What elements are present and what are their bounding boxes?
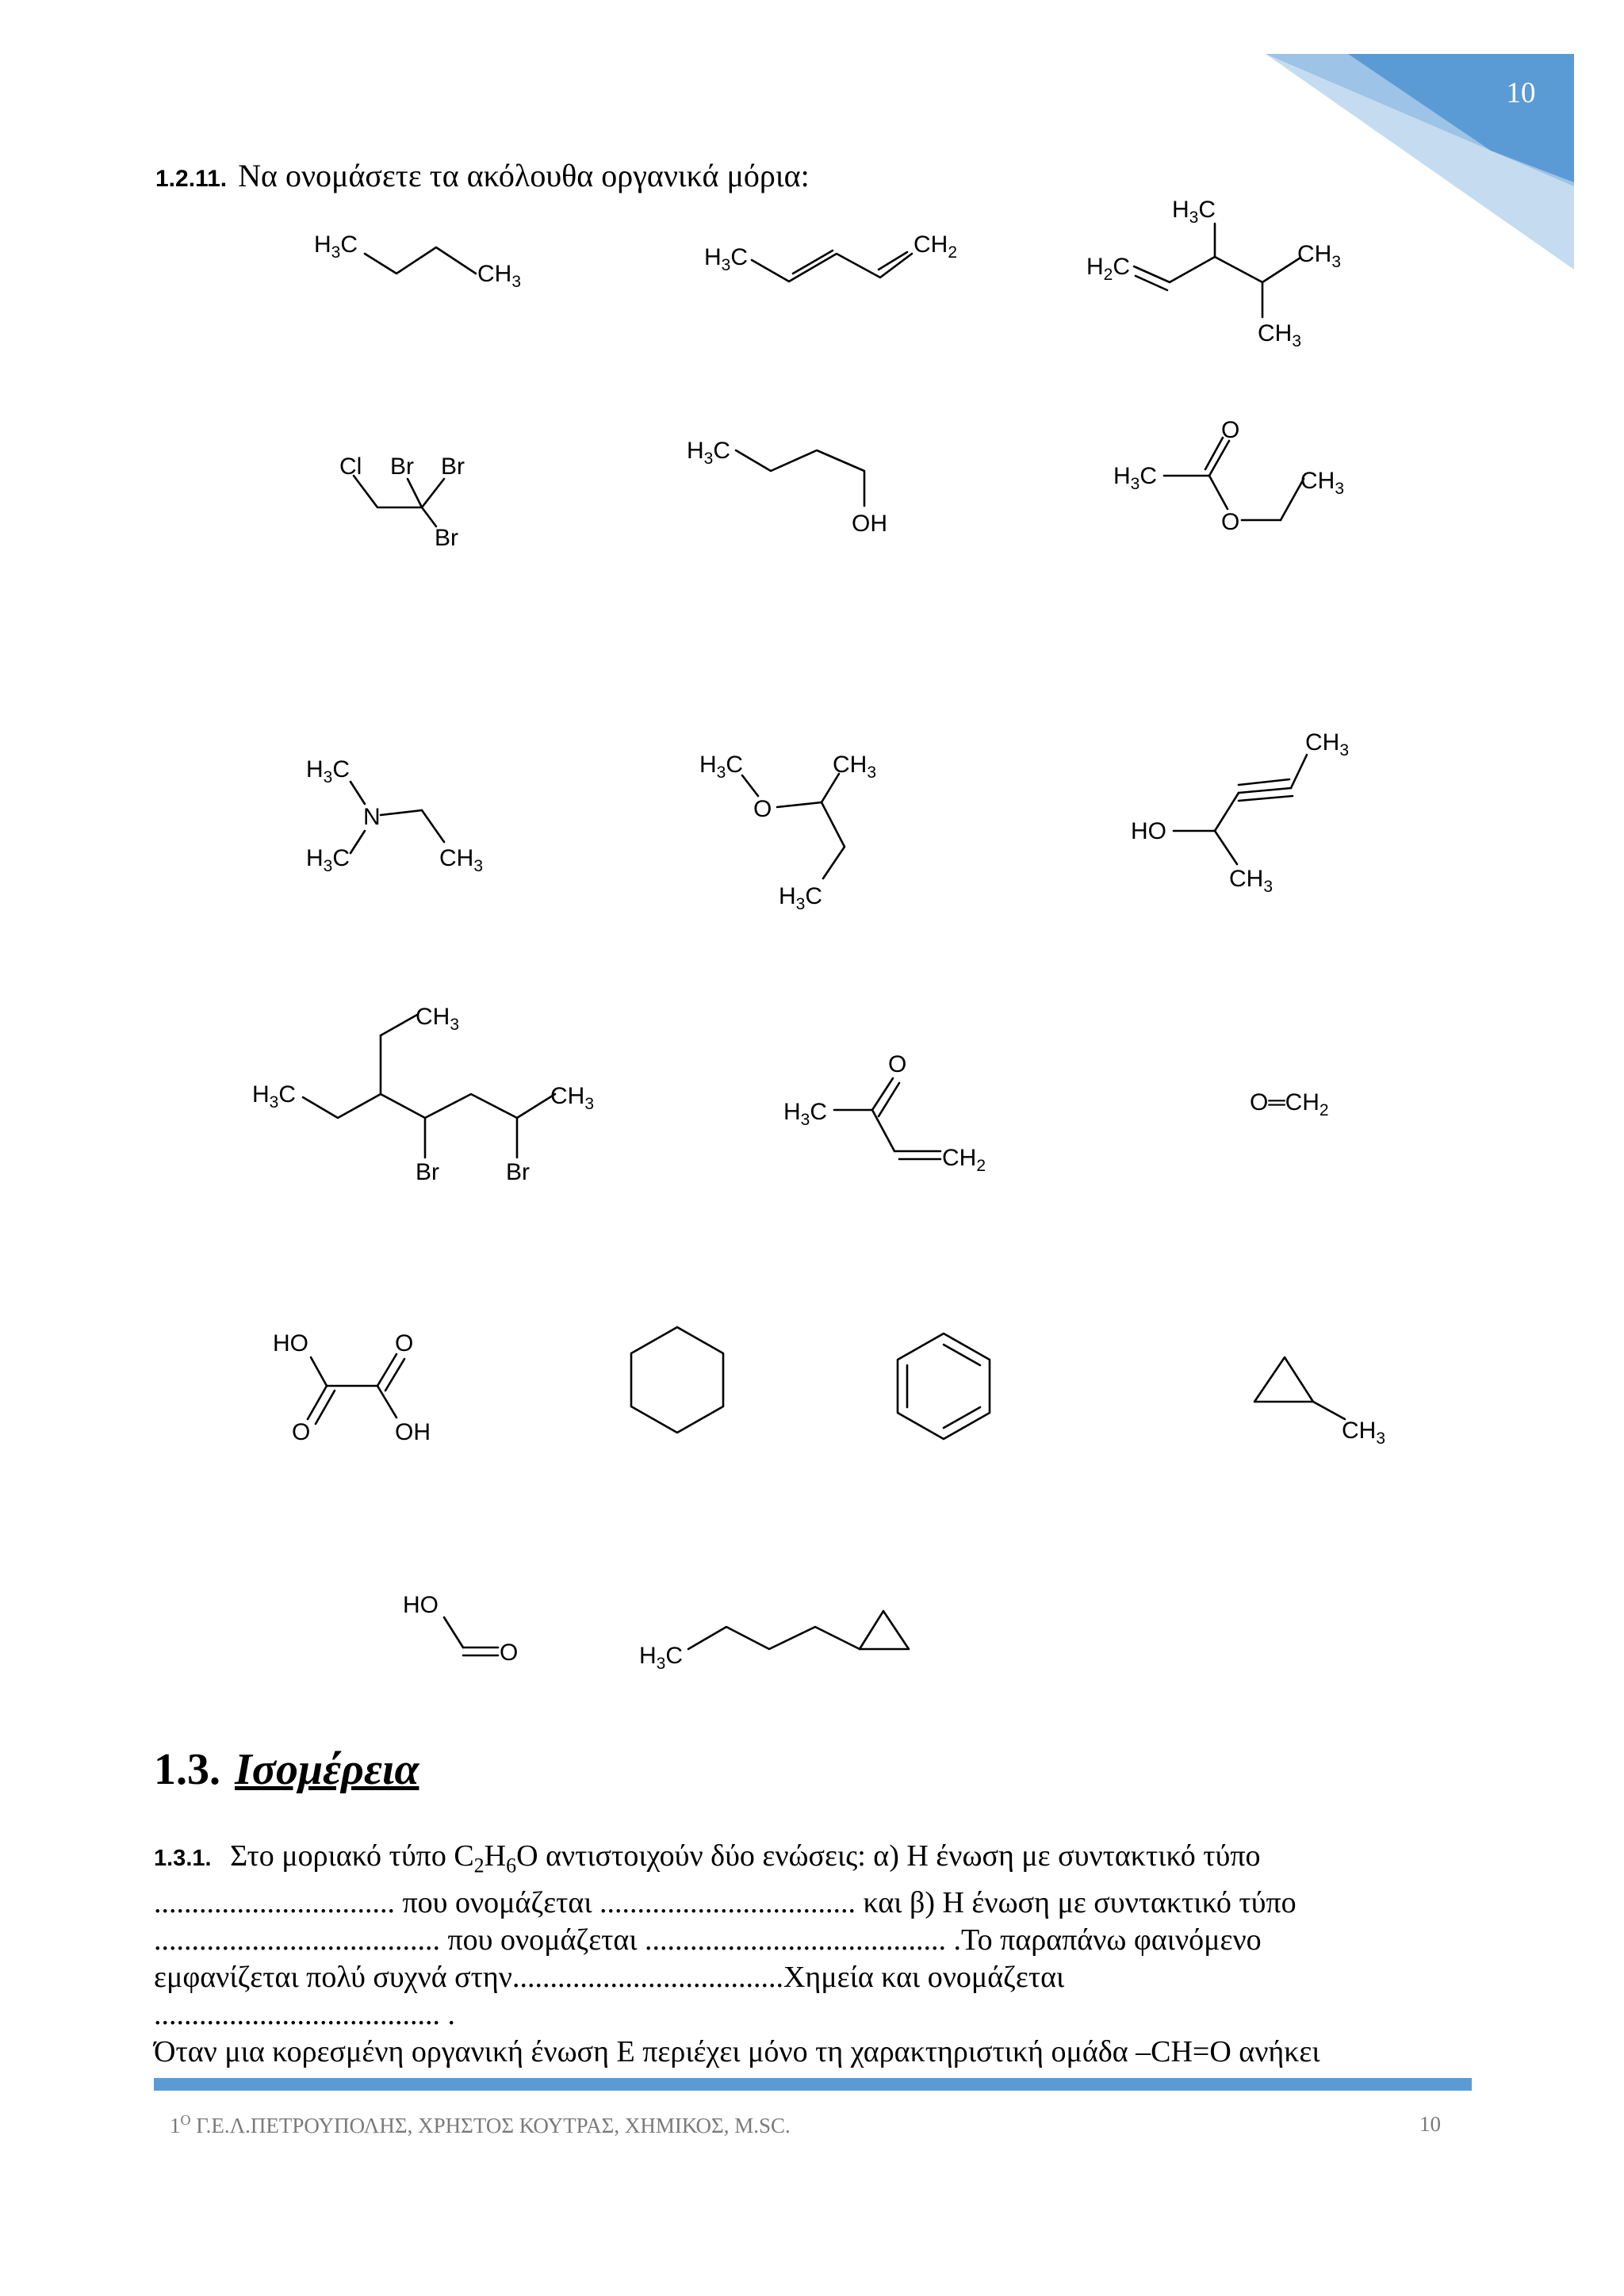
label-h3c: $H_3C$ bbox=[639, 1643, 684, 1673]
footer-page-number: 10 bbox=[1419, 2112, 1441, 2136]
molecule-1-butanol bbox=[687, 438, 887, 537]
label-ch3: $CH_3$ bbox=[833, 752, 877, 782]
label-ch3: $CH_3$ bbox=[1300, 468, 1345, 498]
label-oh: OH bbox=[852, 511, 887, 537]
label-h3c: $H_3C$ bbox=[687, 438, 731, 468]
molecule-butane bbox=[314, 232, 521, 291]
label-ch3: $CH_3$ bbox=[1297, 241, 1342, 271]
label-oh: OH bbox=[395, 1419, 431, 1445]
label-br: Br bbox=[435, 525, 458, 551]
label-h3c: $H_3C$ bbox=[306, 756, 350, 786]
molecule-formaldehyde bbox=[1250, 1089, 1329, 1119]
molecule-3-buten-2-one bbox=[783, 1051, 986, 1175]
label-h3c: $H_3C$ bbox=[783, 1099, 828, 1129]
label-br: Br bbox=[390, 453, 414, 480]
paragraph-line: ...................................... που ονομάζεται ........................................ .Το παραπάνω φαινόμενο bbox=[154, 1923, 1262, 1957]
label-h3c: $H_3C$ bbox=[306, 845, 350, 875]
molecule-butylcyclopropane bbox=[639, 1611, 909, 1673]
question-number: 1.3.1. bbox=[154, 1846, 212, 1871]
question-text: Να ονομάσετε τα ακόλουθα οργανικά μόρια: bbox=[238, 158, 810, 193]
paragraph-line: ...................................... . bbox=[154, 1997, 455, 2031]
paragraph-line: ................................ που ονομάζεται .................................. και β) Η ένωση με συντακτικό τύπο bbox=[154, 1885, 1297, 1919]
label-ch3: $CH_3$ bbox=[1258, 320, 1302, 350]
label-o: O bbox=[1221, 509, 1240, 535]
footer-rule bbox=[154, 2078, 1472, 2091]
label-br: Br bbox=[506, 1159, 530, 1185]
label-h3c: $H_3C$ bbox=[314, 232, 358, 262]
molecule-benzene bbox=[898, 1334, 990, 1439]
label-ch2: $CH_2$ bbox=[914, 232, 958, 262]
section-name: Ισομέρεια bbox=[235, 1745, 419, 1794]
label-h3c: $H_3C$ bbox=[779, 883, 823, 913]
label-o-ch2: $O═CH_2$ bbox=[1250, 1089, 1329, 1119]
label-h3c: $H_3C$ bbox=[699, 752, 744, 782]
label-ch3: $CH_3$ bbox=[477, 261, 522, 291]
molecule-ethyl-acetate bbox=[1113, 417, 1344, 535]
label-ch3: $CH_3$ bbox=[1229, 866, 1274, 896]
label-ho: HO bbox=[403, 1592, 439, 1618]
label-ho: HO bbox=[273, 1330, 308, 1357]
label-h3c: $H_3C$ bbox=[1113, 463, 1158, 493]
label-ho: HO bbox=[1131, 818, 1166, 844]
line-text: Στο μοριακό τύπο $C_2H_6O$ αντιστοιχούν δύο ενώσεις: α) Η ένωση με συντακτικό τύπο bbox=[230, 1839, 1261, 1877]
molecule-3-4-dimethyl-1-pentene bbox=[1086, 197, 1341, 350]
molecule-bromo-chloro-ethane bbox=[339, 453, 465, 551]
molecule-3-pentyn-2-ol bbox=[1131, 729, 1349, 896]
label-o: O bbox=[395, 1330, 414, 1357]
molecule-dibromo-ethylheptane bbox=[252, 1004, 594, 1185]
molecule-oxalic-acid bbox=[273, 1330, 431, 1445]
label-br: Br bbox=[416, 1159, 439, 1185]
label-o: O bbox=[500, 1640, 519, 1666]
molecule-methylcyclopropane bbox=[1254, 1357, 1385, 1448]
page-number-top: 10 bbox=[1506, 77, 1536, 109]
label-h3c: $H_3C$ bbox=[704, 244, 749, 274]
label-h3c: $H_3C$ bbox=[1172, 197, 1216, 227]
molecule-methyl-sec-butyl-ether bbox=[699, 752, 876, 913]
question-1-3-1 bbox=[154, 1838, 1486, 2071]
molecule-1-3-pentadiene bbox=[704, 232, 957, 281]
label-ch2: $CH_2$ bbox=[942, 1145, 986, 1175]
paragraph-line: Όταν μια κορεσμένη οργανική ένωση Ε περιέχει μόνο τη χαρακτηριστική ομάδα –CH=O ανήκει bbox=[154, 2034, 1320, 2068]
footer-author: $1^O$ Γ.Ε.Λ.ΠΕΤΡΟΥΠΟΛΗΣ, ΧΡΗΣΤΟΣ ΚΟΥΤΡΑΣ, ΧΗΜΙΚΟΣ, M.SC. bbox=[170, 2112, 791, 2137]
label-h2c: $H_2C$ bbox=[1086, 254, 1131, 284]
label-o: O bbox=[753, 796, 772, 822]
label-ch3: $CH_3$ bbox=[550, 1083, 595, 1113]
label-cl: Cl bbox=[339, 453, 362, 480]
label-ch3: $CH_3$ bbox=[439, 845, 484, 875]
molecule-dimethylethylamine bbox=[306, 756, 483, 875]
section-title bbox=[154, 1744, 419, 1795]
paragraph-line: εμφανίζεται πολύ συχνά στην....................................Χημεία και ονομάζεται bbox=[154, 1960, 1065, 1994]
molecule-formic-acid bbox=[403, 1592, 518, 1666]
question-number: 1.2.11. bbox=[155, 166, 228, 192]
label-ch3: $CH_3$ bbox=[1305, 729, 1350, 760]
label-o: O bbox=[292, 1419, 311, 1445]
label-o: O bbox=[1221, 417, 1240, 443]
label-h3c: $H_3C$ bbox=[252, 1081, 297, 1112]
label-o: O bbox=[888, 1051, 907, 1077]
label-ch3: $CH_3$ bbox=[416, 1004, 460, 1034]
section-number: 1.3. bbox=[154, 1745, 220, 1794]
label-br: Br bbox=[441, 453, 465, 480]
molecule-cyclohexane bbox=[631, 1327, 723, 1433]
label-n: N bbox=[363, 804, 381, 830]
label-ch3: $CH_3$ bbox=[1342, 1418, 1386, 1448]
paragraph-line bbox=[154, 1838, 1486, 1885]
